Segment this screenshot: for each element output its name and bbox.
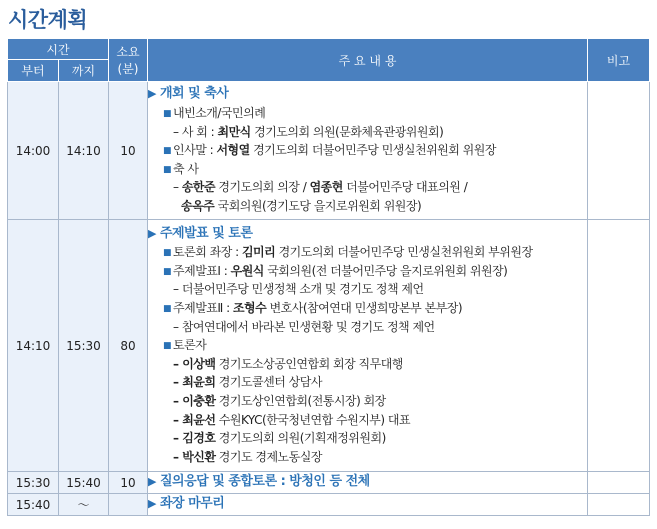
square-bullet-icon: ■ — [163, 109, 172, 120]
header-note: 비고 — [588, 39, 650, 82]
end-time: 14:10 — [59, 82, 109, 220]
content-cell — [148, 494, 588, 516]
content-cell — [148, 472, 588, 494]
header-duration-line2: (분) — [117, 62, 139, 76]
header-end: 까지 — [59, 60, 109, 82]
list-item: ■ 토론자 — [163, 338, 207, 353]
list-item: ■ 내빈소개/국민의례 — [163, 106, 266, 121]
duration: 80 — [109, 220, 148, 472]
square-bullet-icon: ■ — [163, 248, 172, 259]
list-item: 송옥주 국회의원(경기도당 을지로위원회 위원장) — [181, 198, 422, 213]
panelist-item: – 이상백 경기도소상공인연합회 회장 직무대행 — [173, 356, 403, 371]
panelist-item: – 김경호 경기도의회 의원(기획재정위원회) — [173, 431, 386, 446]
triangle-right-icon: ▶ — [148, 226, 156, 240]
section-title: ▶ 개회 및 축사 — [148, 86, 229, 102]
list-item: – 참여연대에서 바라본 민생현황 및 경기도 정책 제언 — [173, 319, 435, 334]
content-cell — [148, 220, 588, 472]
panelist-item: – 최윤선 수원KYC(한국청년연합 수원지부) 대표 — [173, 412, 411, 427]
square-bullet-icon: ■ — [163, 266, 172, 277]
table-row — [8, 220, 650, 472]
section-title: ▶ 질의응답 및 종합토론 : 방청인 등 전체 — [148, 474, 370, 490]
triangle-right-icon: ▶ — [148, 475, 156, 489]
panelist-item: – 박신환 경기도 경제노동실장 — [173, 449, 322, 464]
start-time: 15:30 — [8, 472, 59, 494]
end-time: 15:30 — [59, 220, 109, 472]
duration: 10 — [109, 82, 148, 220]
header-start: 부터 — [8, 60, 59, 82]
start-time: 14:00 — [8, 82, 59, 220]
duration: 10 — [109, 472, 148, 494]
note-cell — [588, 82, 650, 220]
square-bullet-icon: ■ — [163, 341, 172, 352]
note-cell — [588, 472, 650, 494]
list-item: ■ 토론회 좌장 : 김미리 경기도의회 더불어민주당 민생실천위원회 부위원장 — [163, 245, 533, 260]
schedule-table — [7, 38, 650, 516]
header-duration — [109, 39, 148, 82]
panelist-item: – 최윤희 경기도콜센터 상담사 — [173, 375, 322, 390]
list-item: – 송한준 경기도의회 의장 / 염종현 더불어민주당 대표의원 / — [173, 180, 468, 195]
table-row — [8, 494, 650, 516]
list-item: – 더불어민주당 민생정책 소개 및 경기도 정책 제언 — [173, 282, 424, 297]
note-cell — [588, 220, 650, 472]
end-time: 15:40 — [59, 472, 109, 494]
panelist-item: – 이충환 경기도상인연합회(전통시장) 회장 — [173, 393, 386, 408]
page-title: 시간계획 — [8, 8, 88, 32]
header-time: 시간 — [8, 39, 109, 60]
end-time: ～ — [59, 494, 109, 516]
triangle-right-icon: ▶ — [148, 497, 156, 511]
section-title: ▶ 좌장 마무리 — [148, 496, 225, 512]
square-bullet-icon: ■ — [163, 304, 172, 315]
list-item: ■ 주제발표Ⅱ : 조형수 변호사(참여연대 민생희망본부 본부장) — [163, 301, 463, 316]
content-cell — [148, 82, 588, 220]
duration — [109, 494, 148, 516]
triangle-right-icon: ▶ — [148, 87, 156, 101]
table-row — [8, 82, 650, 220]
square-bullet-icon: ■ — [163, 146, 172, 157]
list-item: – 사 회 : 최만식 경기도의회 의원(문화체육관광위원회) — [173, 124, 444, 139]
header-content: 주 요 내 용 — [148, 39, 588, 82]
start-time: 15:40 — [8, 494, 59, 516]
header-duration-line1: 소요 — [116, 45, 140, 59]
start-time: 14:10 — [8, 220, 59, 472]
list-item: ■ 주제발표Ⅰ : 우원식 국회의원(전 더불어민주당 을지로위원회 위원장) — [163, 263, 508, 278]
list-item: ■ 인사말 : 서형열 경기도의회 더불어민주당 민생실천위원회 위원장 — [163, 143, 496, 158]
table-row — [8, 472, 650, 494]
section-title: ▶ 주제발표 및 토론 — [148, 225, 253, 241]
list-item: ■ 축 사 — [163, 161, 199, 176]
square-bullet-icon: ■ — [163, 164, 172, 175]
note-cell — [588, 494, 650, 516]
